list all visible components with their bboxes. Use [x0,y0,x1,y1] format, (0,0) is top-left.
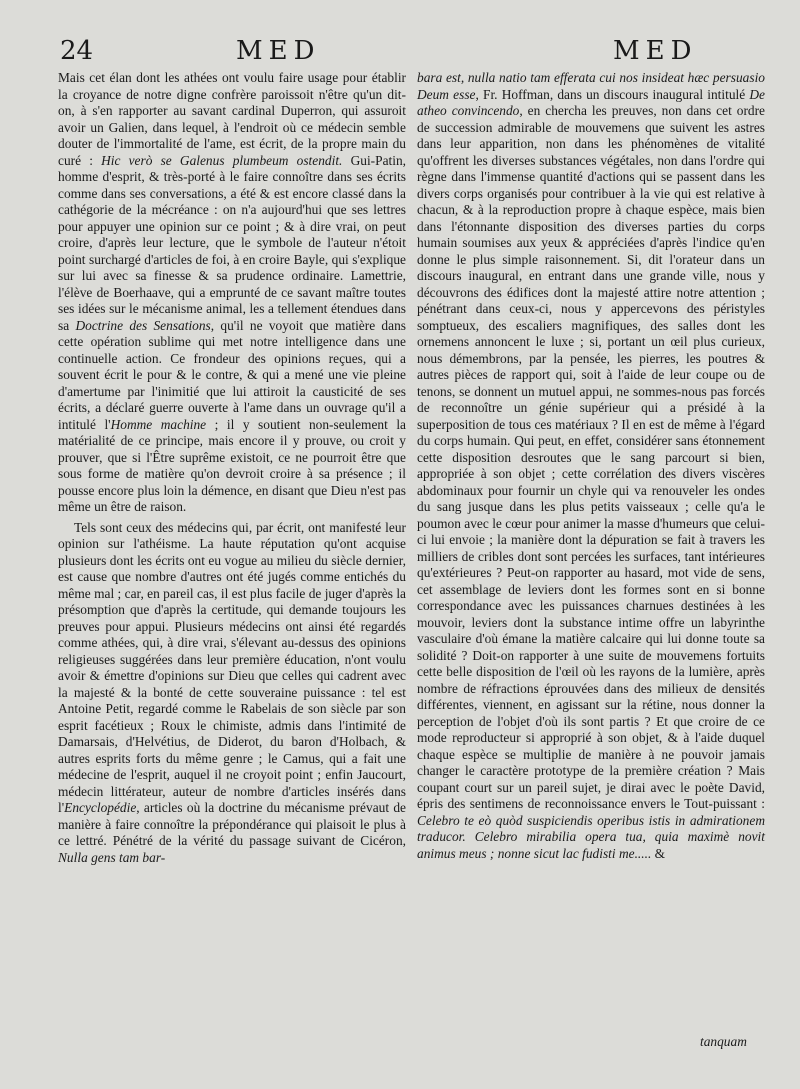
catchword: tanquam [700,1034,747,1049]
text-run: , articles où la doctrine du mécanisme prévaut de manière à faire connoître la prépondérance qui plaisoit le plus à ce lettré. Pénétré de la vérité du passage suivant de Cicéron, [58,800,406,848]
page-header [58,36,768,72]
text-run: Mais cet élan dont les athées ont voulu faire usage pour établir la croyance de notre digne confrère paroissoit n'être qu'un dit-on, à s'en rapporter au savant cardinal Duperron, qui assuroit avoir un Galien, dans lequel, à l'endroit où ce médecin semble douter de l'immortalité de l'ame, est écrit, de la propre main du curé : [58,70,406,168]
paragraph [417,70,765,862]
text-run: Gui-Patin, homme d'esprit, & très-porté à le faire connoître dans ses écrits comme dans ses conversations, a été & est encore classé dans la cathégorie de la mécréance : on n'a aujourd'hui que ses lettres pour appuyer une opinion sur ce point ; & à dire vrai, on peut croire, d'après leur lecture, que le symbole de l'auteur n'étoit point surchargé d'articles de foi, à en croire Bayle, qui s'explique sur lui avec sa finesse & sa prudence ordinaire. Lamettrie, l'élève de Boerhaave, qui a emprunté de ce savant maître toutes ses idées sur le mécanisme animal, les a tellement étendues dans sa [58,152,406,333]
running-head-right: MED [613,36,698,66]
italic-text: Doctrine des Sensations [75,317,211,333]
text-run: ; il y soutient non-seulement la matérialité de ce principe, mais encore il y prouve, ou croit y prouver, que si l'Être suprême existoit, ce ne pourroit être que sous forme de matière qu'on devroit croire à sa présence ; il pousse encore plus loin la démence, en disant que Dieu n'est pas même un être de raison. [58,416,406,514]
page-number: 24 [60,36,94,66]
italic-text: De atheo convincendo [417,86,765,118]
text-run: , qu'il ne voyoit que matière dans cette opération sublime qui met notre intelligence dans une continuelle action. Ce frondeur des opinions reçues, qui a souvent écrit le pour & le contre, & qui a mené une vie pleine d'amertume par l'inimitié que lui attiroit la causticité de ses écrits, a déclaré guerre ouverte à l'ame dans un ouvrage qu'il a intitulé l' [58,317,406,432]
italic-text: Hic verò se Galenus plumbeum ostendit. [101,152,343,168]
italic-text: bara est, nulla natio tam efferata cui nos insideat hæc persuasio Deum esse [417,70,765,102]
text-run: , Fr. Hoffman, dans un discours inaugural intitulé [475,86,750,102]
paragraph [58,520,406,867]
right-column [417,70,765,862]
italic-text: Encyclopédie [64,800,137,815]
text-run: & [651,845,666,861]
running-head-left: MED [236,36,321,66]
left-column [58,70,406,866]
paragraph [58,70,406,516]
italic-text: Nulla gens tam bar- [58,849,166,865]
text-run: Tels sont ceux des médecins qui, par écrit, ont manifesté leur opinion sur l'athéisme. La haute réputation qu'ont acquise plusieurs dont les écrits ont eu vogue au milieu du siècle dernier, est cause que nombre d'autres ont été jugés comme entichés du même mal ; car, en pareil cas, il est plus facile de juger d'après la présomption que d'après la certitude, qui demande toujours les preuves pour appui. Plusieurs médecins ont ainsi été regardés comme athées, qui, à dire vrai, s'élevant au-dessus des opinions religieuses suggérées dans leur première éducation, n'ont voulu avoir & émettre d'opinions sur Dieu que celles qui cadrent avec la majesté & la bonté de cette souveraine puissance : tel est Antoine Petit, regardé comme le Rabelais de son siècle par son esprit facétieux ; Roux le chimiste, admis dans l'intimité de Damarsais, d'Helvétius, de Diderot, du baron d'Holbach, & autres esprits forts du même genre ; le Camus, qui a fait une médecine de l'esprit, auquel il ne croyoit point ; enfin Jaucourt, médecin littérateur, auteur de nombre d'articles insérés dans l' [58,519,406,815]
italic-text: Celebro te eò quòd suspiciendis operibus istis in admirationem traducor. Celebro mirabilia opera tua, quia maximè novit animus meus ; nonne sicut lac fudisti me..... [417,812,765,861]
italic-text: Homme machine [110,416,207,432]
text-run: , en chercha les preuves, non dans cet ordre de succession admirable de mouvemens que suivent les astres dans leur apparition, non dans les phénomènes de vitalité qu'offrent les diverses substances végétales, non dans l'ordre qui règne dans l'immense quantité d'actions qui se passent dans les divers corps organisés pour contribuer à la vie qui est relative à chacun, & à la reproduction propre à chaque espèce, mais bien dans l'étonnante disposition des diverses parties du corps humain soumises aux yeux & appréciées d'après l'indice qu'en donne le plus simple raisonnement. Si, dit l'orateur dans un discours inaugural, en entrant dans une grande ville, nous y découvrons des édifices dont la majesté attire notre attention ; pénétrant dans ceux-ci, nous y appercevons des péristyles somptueux, des escaliers magnifiques, des salles dont les ornemens annoncent le luxe ; si, portant un œil plus curieux, nous démembrons, par la pensée, les pierres, les poutres & autres pièces de rapport qui, soit à l'aide de leur coupe ou de tenons, se donnent un mutuel appui, ne sommes-nous pas forcés de reconnoître un génie supérieur qui a présidé à la superposition de tous ces matériaux ? Il en est de même à l'égard du corps humain. Qui peut, en effet, considérer sans étonnement cette disposition desroutes que le sang parcourt si bien, appropriée à son objet ; cette corrélation des divers viscères abdominaux pour fournir un chyle qui va renouveler les ondes du sang jusque dans les plus petits vaisseaux ; celle qu'a le poumon avec le cœur pour animer la masse d'humeurs que celui-ci lui envoie ; la manière dont la dépuration se fait à travers les milliers de cribles dont sont percées les surfaces, tant intérieures qu'extérieures ? Peut-on rapporter au hasard, mot vide de sens, cet assemblage de leviers dont les formes sont en si bonne correspondance avec les puissances charnues destinées à les mouvoir, leviers dont la substance intime offre un labyrinthe vasculaire d'où émane la matière calcaire qui lui donne toute sa solidité ? Doit-on rapporter à une suite de mouvemens fortuits cette belle disposition de l'œil où les rayons de la lumière, après nombre de réfractions éprouvées dans des milieux de densités différentes, viennent, en agissant sur la rétine, nous donner la perception de l'objet d'où ils sont partis ? Et que croire de ce mode reproducteur si approprié à son objet, & à l'aide duquel chaque espèce se multiplie de manière à ne pouvoir jamais changer le caractère prototype de la première création ? Mais coupant court sur un pareil sujet, je dirai avec le poète David, épris des sentimens de reconnoissance envers le Tout-puissant : [417,103,765,811]
